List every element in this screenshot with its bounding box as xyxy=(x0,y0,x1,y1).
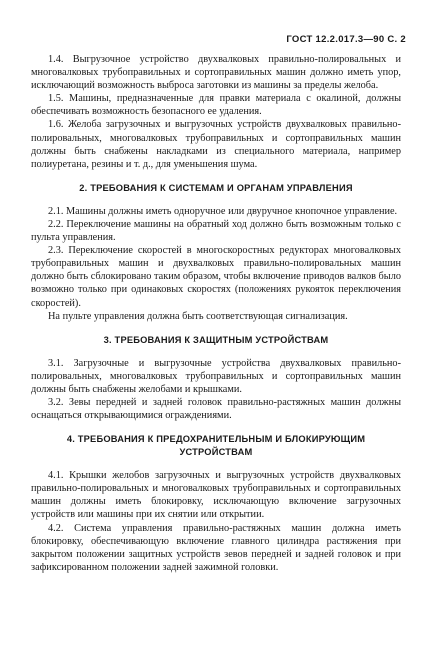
paragraph-3: 1.6. Желоба загрузочных и выгрузочных устройств двухвалковых правильно-полировальных, многовалковых трубоправильных и сортоправильных машин должны быть снабжены накладками из специального материала, например полиуретана, резины и т. д., для уменьшения шума. xyxy=(31,119,401,170)
paragraph-5: 2.2. Переключение машины на обратный ход должно быть возможным только с пульта управления. xyxy=(31,218,401,244)
paragraph-7: На пульте управления должна быть соответствующая сигнализация. xyxy=(48,310,348,322)
section-heading-1: 2. ТРЕБОВАНИЯ К СИСТЕМАМ И ОРГАНАМ УПРАВЛЕНИЯ xyxy=(79,182,353,193)
paragraph-9: 3.2. Зевы передней и задней головок правильно-растяжных машин должны оснащаться открывающимися ограждениями. xyxy=(31,396,401,422)
paragraph-4: 2.1. Машины должны иметь одноручное или двуручное кнопочное управление. xyxy=(48,205,398,217)
paragraph-2: 1.5. Машины, предназначенные для правки материала с окалиной, должны обеспечивать возможность безопасного ее удаления. xyxy=(31,93,401,118)
section-heading-2: 3. ТРЕБОВАНИЯ К ЗАЩИТНЫМ УСТРОЙСТВАМ xyxy=(103,334,329,345)
paragraph-6: 2.3. Переключение скоростей в многоскоростных редукторах многовалковых трубоправильных машин и двухвалковых правильно-полировальных машин должно быть сблокировано таким образом, чтобы включение приводов валков было возможно только при одинаковых скоростях (положениях рукояток переключения скоростей). xyxy=(31,245,401,309)
paragraph-10: 4.1. Крышки желобов загрузочных и выгрузочных устройств двухвалковых правильно-полировальных и многовалковых трубоправильных и сортоправильных машин должны иметь блокировку, исключающую включение загрузочных устройств или машины при их снятии или открытии. xyxy=(31,470,401,521)
paragraph-1: 1.4. Выгрузочное устройство двухвалковых правильно-полировальных и многовалковых трубоправильных и сортоправильных машин должно иметь упор, исключающий возможность выброса заготовки из машины за пределы желоба. xyxy=(31,54,401,92)
paragraph-11: 4.2. Система управления правильно-растяжных машин должна иметь блокировку, обеспечивающую включение главного цилиндра растяжения при закрытом положении защитных устройств зевов передней и задней головок и при зафиксированном положении задней зажимной головки. xyxy=(31,522,401,573)
section-heading-3: 4. ТРЕБОВАНИЯ К ПРЕДОХРАНИТЕЛЬНЫМ И БЛОКИРУЮЩИМ УСТРОЙСТВАМ xyxy=(66,434,366,458)
document-body xyxy=(31,53,401,574)
paragraph-8: 3.1. Загрузочные и выгрузочные устройства двухвалковых правильно-полировальных, многовалковых трубоправильных и сортоправильных машин должны быть снабжены желобами и крышками. xyxy=(31,357,401,395)
page-header: ГОСТ 12.2.017.3—90 С. 2 xyxy=(286,34,406,45)
